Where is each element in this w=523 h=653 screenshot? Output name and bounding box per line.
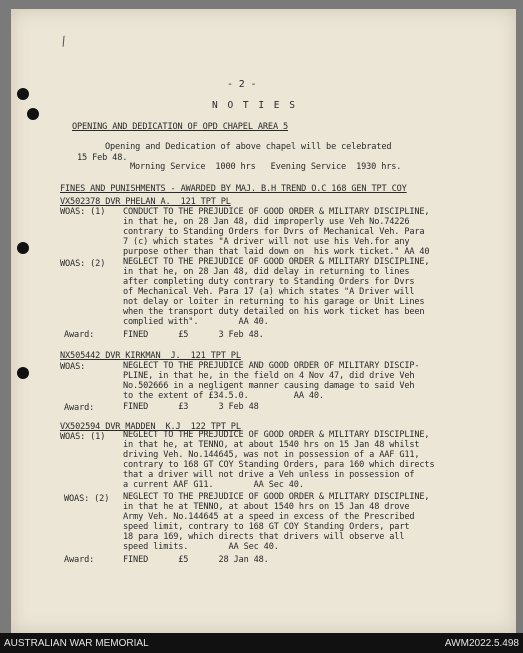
- award-text: FINED £5 3 Feb 48.: [123, 330, 264, 340]
- charge-line: NEGLECT TO THE PREJUDICE OF GOOD ORDER & MILITARY DISCIPLINE,: [123, 430, 430, 440]
- charge-label: WOAS: (1): [60, 207, 106, 217]
- footer-institution: AUSTRALIAN WAR MEMORIAL: [4, 638, 149, 649]
- charge-line: contrary to 168 GT COY Standing Orders, para 160 which directs: [123, 460, 435, 470]
- award-text: FINED £5 28 Jan 48.: [123, 555, 269, 565]
- charge-line: in that he, at TENNO, at about 1540 hrs on 15 Jan 48 whilst: [123, 440, 420, 450]
- fines-title: FINES AND PUNISHMENTS - AWARDED BY MAJ. B.H TREND O.C 168 GEN TPT COY: [60, 184, 407, 194]
- notices-heading: N O T I E S: [212, 100, 297, 111]
- punch-hole-1: [17, 88, 29, 100]
- charge-line: NEGLECT TO THE PREJUDICE AND GOOD ORDER OF MILITARY DISCIP-: [123, 361, 420, 371]
- charge-line: NEGLECT TO THE PREJUDICE OF GOOD ORDER & MILITARY DISCIPLINE,: [123, 257, 430, 267]
- chapel-text-line3: Morning Service 1000 hrs Evening Service 1930 hrs.: [130, 162, 402, 172]
- charge-line: after completing duty contrary to Standing Orders for Dvrs: [123, 277, 415, 287]
- footer-bar: [0, 633, 523, 653]
- chapel-title: OPENING AND DEDICATION OF OPD CHAPEL AREA 5: [72, 122, 289, 132]
- award-text: FINED £3 3 Feb 48: [123, 402, 259, 412]
- charge-line: complied with". AA 40.: [123, 317, 269, 327]
- charge-line: to the extent of £34.5.0. AA 40.: [123, 391, 324, 401]
- charge-line: PLINE, in that he, in the field on 4 Nov 47, did drive Veh: [123, 371, 415, 381]
- charge-line: CONDUCT TO THE PREJUDICE OF GOOD ORDER & MILITARY DISCIPLINE,: [123, 207, 430, 217]
- chapel-text-line1: Opening and Dedication of above chapel will be celebrated: [105, 142, 392, 152]
- entry-header: NX505442 DVR KIRKMAN J. 121 TPT PL: [60, 351, 241, 361]
- charge-line: a current AAF G11. AA Sec 40.: [123, 480, 304, 490]
- punch-hole-3: [17, 242, 29, 254]
- award-label: Award:: [64, 330, 95, 340]
- page-number: - 2 -: [227, 79, 257, 90]
- pencil-mark: /: [57, 33, 70, 49]
- award-label: Award:: [64, 555, 95, 565]
- charge-line: of Mechanical Veh. Para 17 (a) which states "A Driver will: [123, 287, 415, 297]
- charge-line: when the transport duty detailed on his work ticket has been: [123, 307, 425, 317]
- punch-hole-4: [17, 367, 29, 379]
- chapel-text-line2: 15 Feb 48.: [77, 153, 128, 163]
- entry-header: VX502378 DVR PHELAN A. 121 TPT PL: [60, 197, 231, 207]
- charge-line: No.502666 in a negligent manner causing damage to said Veh: [123, 381, 415, 391]
- charge-line: purpose other than that laid down on his work ticket." AA 40: [123, 247, 430, 257]
- charge-line: speed limit, contrary to 168 GT COY Standing Orders, part: [123, 522, 410, 532]
- award-label: Award:: [64, 403, 95, 413]
- charge-line: in that he at TENNO, at about 1540 hrs on 15 Jan 48 drove: [123, 502, 410, 512]
- charge-line: contrary to Standing Orders for Dvrs of Mechanical Veh. Para: [123, 227, 425, 237]
- entry-header: VX502594 DVR MADDEN K.J 122 TPT PL: [60, 422, 241, 432]
- charge-label: WOAS: (1): [60, 432, 106, 442]
- charge-label: WOAS:: [60, 362, 86, 372]
- charge-line: driving Veh. No.144645, was not in possession of a AAF G11,: [123, 450, 420, 460]
- charge-line: 18 para 169, which directs that drivers will observe all: [123, 532, 405, 542]
- charge-line: in that he, on 28 Jan 48, did improperly use Veh No.74226: [123, 217, 410, 227]
- charge-line: Army Veh. No.144645 at a speed in excess of the Prescribed: [123, 512, 415, 522]
- charge-line: 7 (c) which states "A driver will not use his Veh.for any: [123, 237, 410, 247]
- punch-hole-2: [27, 108, 39, 120]
- charge-line: speed limits. AA Sec 40.: [123, 542, 279, 552]
- charge-label: WOAS: (2): [64, 494, 110, 504]
- charge-line: not delay or loiter in returning to his garage or Unit Lines: [123, 297, 425, 307]
- charge-line: NEGLECT TO THE PREJUDICE OF GOOD ORDER & MILITARY DISCIPLINE,: [123, 492, 430, 502]
- charge-line: that a driver will not drive a Veh unless in possession of: [123, 470, 415, 480]
- charge-line: in that he, on 28 Jan 48, did delay in returning to lines: [123, 267, 410, 277]
- charge-label: WOAS: (2): [60, 259, 106, 269]
- footer-accession-number: AWM2022.5.498: [444, 638, 519, 649]
